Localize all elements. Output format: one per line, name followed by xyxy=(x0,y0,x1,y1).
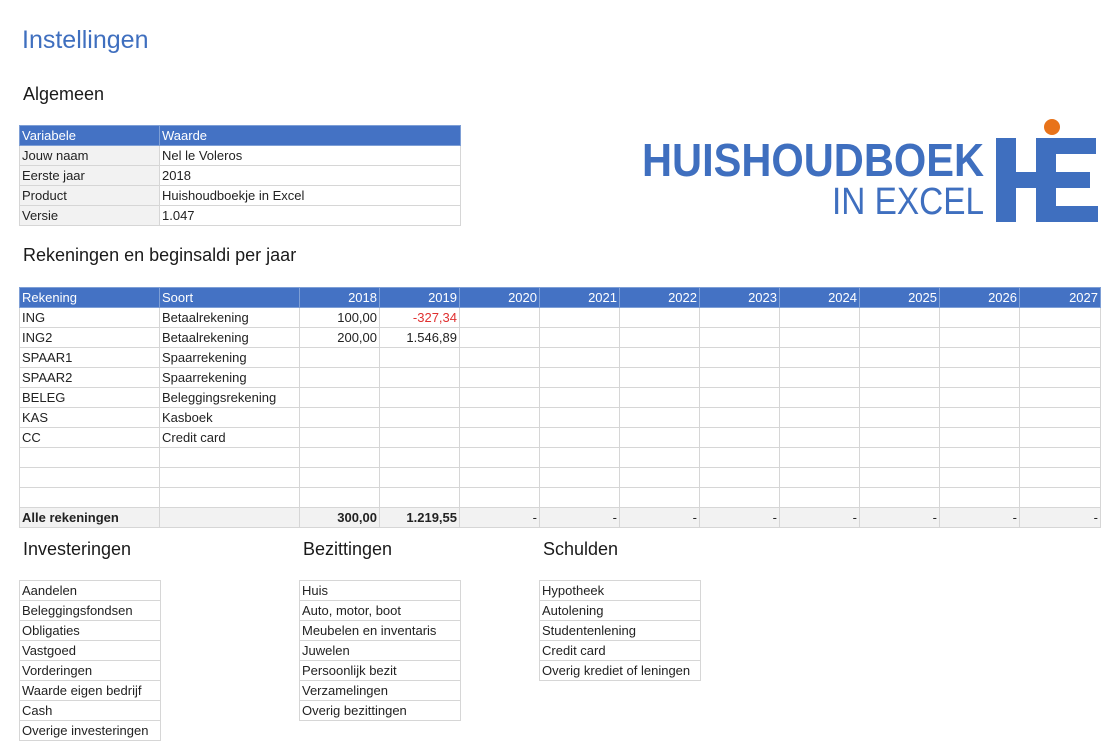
balance-cell[interactable] xyxy=(620,468,700,488)
list-item xyxy=(20,621,161,641)
col-header-year[interactable]: 2018 xyxy=(300,288,380,308)
col-header-account[interactable]: Rekening xyxy=(20,288,160,308)
debts-heading: Schulden xyxy=(543,539,619,559)
account-name-cell[interactable]: BELEG xyxy=(20,388,160,408)
total-cell: - xyxy=(940,508,1020,528)
balance-cell[interactable] xyxy=(300,408,380,428)
balance-cell[interactable] xyxy=(460,488,540,508)
balance-cell[interactable] xyxy=(540,408,620,428)
balance-cell[interactable] xyxy=(940,448,1020,468)
col-header-year[interactable]: 2026 xyxy=(940,288,1020,308)
col-header-year[interactable]: 2019 xyxy=(380,288,460,308)
total-cell: - xyxy=(540,508,620,528)
category-cell[interactable]: Verzamelingen xyxy=(300,681,461,701)
category-cell[interactable]: Cash xyxy=(20,701,161,721)
page-title: Instellingen xyxy=(22,26,149,54)
balance-cell[interactable] xyxy=(940,488,1020,508)
balance-cell[interactable] xyxy=(540,448,620,468)
table-row xyxy=(20,428,1101,448)
balance-cell[interactable] xyxy=(300,348,380,368)
list-item xyxy=(20,661,161,681)
version-cell[interactable]: 1.047 xyxy=(160,206,461,226)
balance-cell[interactable] xyxy=(700,408,780,428)
balance-cell[interactable] xyxy=(380,348,460,368)
total-cell: 1.219,55 xyxy=(380,508,460,528)
balance-cell[interactable] xyxy=(380,448,460,468)
category-cell[interactable]: Credit card xyxy=(540,641,701,661)
account-type-cell[interactable] xyxy=(160,448,300,468)
balance-cell[interactable] xyxy=(1020,328,1101,348)
balance-cell[interactable] xyxy=(780,448,860,468)
balance-cell[interactable] xyxy=(780,328,860,348)
balance-cell[interactable] xyxy=(460,348,540,368)
table-row xyxy=(20,146,461,166)
total-cell: - xyxy=(700,508,780,528)
account-type-cell[interactable]: Spaarrekening xyxy=(160,368,300,388)
list-item xyxy=(20,601,161,621)
balance-cell[interactable] xyxy=(300,428,380,448)
balance-cell[interactable] xyxy=(300,448,380,468)
total-cell: - xyxy=(780,508,860,528)
balance-cell[interactable] xyxy=(540,468,620,488)
account-type-cell[interactable] xyxy=(160,468,300,488)
total-cell xyxy=(160,508,300,528)
balance-cell[interactable] xyxy=(540,428,620,448)
balance-cell[interactable] xyxy=(940,468,1020,488)
total-cell: 300,00 xyxy=(300,508,380,528)
balance-cell[interactable] xyxy=(860,308,940,328)
balance-cell[interactable] xyxy=(540,488,620,508)
balance-cell[interactable] xyxy=(460,428,540,448)
logo-line2: IN EXCEL xyxy=(832,181,984,223)
balance-cell[interactable] xyxy=(780,428,860,448)
category-cell[interactable]: Obligaties xyxy=(20,621,161,641)
table-row xyxy=(20,348,1101,368)
balance-cell[interactable] xyxy=(1020,368,1101,388)
balance-cell[interactable] xyxy=(700,428,780,448)
col-header-year[interactable]: 2022 xyxy=(620,288,700,308)
balance-cell[interactable] xyxy=(860,468,940,488)
balance-cell[interactable] xyxy=(460,448,540,468)
account-type-cell[interactable]: Betaalrekening xyxy=(160,328,300,348)
balance-cell[interactable] xyxy=(620,348,700,368)
account-type-cell[interactable]: Kasboek xyxy=(160,408,300,428)
accounts-heading: Rekeningen en beginsaldi per jaar xyxy=(23,245,297,265)
category-cell[interactable]: Persoonlijk bezit xyxy=(300,661,461,681)
balance-cell[interactable] xyxy=(380,428,460,448)
balance-cell[interactable] xyxy=(700,488,780,508)
balance-cell[interactable] xyxy=(700,348,780,368)
balance-cell[interactable] xyxy=(1020,408,1101,428)
account-type-cell[interactable]: Credit card xyxy=(160,428,300,448)
balance-cell[interactable] xyxy=(780,488,860,508)
balance-cell[interactable] xyxy=(460,308,540,328)
col-header-type[interactable]: Soort xyxy=(160,288,300,308)
general-heading: Algemeen xyxy=(23,84,105,104)
balance-cell[interactable] xyxy=(300,488,380,508)
balance-cell[interactable] xyxy=(540,308,620,328)
total-label: Alle rekeningen xyxy=(20,508,160,528)
col-header-year[interactable]: 2021 xyxy=(540,288,620,308)
general-table xyxy=(19,125,461,226)
list-item xyxy=(300,601,461,621)
balance-cell[interactable] xyxy=(620,388,700,408)
setting-label: Eerste jaar xyxy=(20,166,160,186)
balance-cell[interactable] xyxy=(700,388,780,408)
balance-cell[interactable] xyxy=(860,488,940,508)
category-cell[interactable]: Juwelen xyxy=(300,641,461,661)
balance-cell[interactable] xyxy=(780,348,860,368)
balance-cell[interactable] xyxy=(380,488,460,508)
category-cell[interactable]: Autolening xyxy=(540,601,701,621)
total-cell: - xyxy=(1020,508,1101,528)
list-item xyxy=(20,701,161,721)
balance-cell[interactable] xyxy=(940,368,1020,388)
balance-cell[interactable] xyxy=(940,408,1020,428)
account-type-cell[interactable] xyxy=(160,488,300,508)
category-cell[interactable]: Huis xyxy=(300,581,461,601)
balance-cell[interactable] xyxy=(780,408,860,428)
list-item xyxy=(20,641,161,661)
balance-cell[interactable] xyxy=(620,428,700,448)
category-cell[interactable]: Overig bezittingen xyxy=(300,701,461,721)
balance-cell[interactable] xyxy=(300,368,380,388)
balance-cell[interactable] xyxy=(1020,448,1101,468)
category-cell[interactable]: Vastgoed xyxy=(20,641,161,661)
total-cell: - xyxy=(460,508,540,528)
balance-cell[interactable] xyxy=(860,328,940,348)
list-item xyxy=(540,661,701,681)
balance-cell[interactable] xyxy=(860,388,940,408)
logo xyxy=(640,118,1100,226)
account-type-cell[interactable]: Betaalrekening xyxy=(160,308,300,328)
list-item xyxy=(300,621,461,641)
balance-cell[interactable] xyxy=(1020,428,1101,448)
balance-cell[interactable] xyxy=(940,428,1020,448)
possessions-heading: Bezittingen xyxy=(303,539,393,559)
col-header-variable[interactable]: Variabele xyxy=(20,126,160,146)
table-row xyxy=(20,388,1101,408)
table-row xyxy=(20,166,461,186)
balance-cell[interactable] xyxy=(540,388,620,408)
balance-cell[interactable] xyxy=(380,408,460,428)
col-header-year[interactable]: 2027 xyxy=(1020,288,1101,308)
table-row xyxy=(20,186,461,206)
account-type-cell[interactable]: Beleggingsrekening xyxy=(160,388,300,408)
account-name-cell[interactable] xyxy=(20,488,160,508)
balance-cell[interactable] xyxy=(380,468,460,488)
investments-list xyxy=(19,580,161,741)
balance-cell[interactable] xyxy=(860,368,940,388)
account-name-cell[interactable]: SPAAR2 xyxy=(20,368,160,388)
account-name-cell[interactable] xyxy=(20,448,160,468)
account-name-cell[interactable]: SPAAR1 xyxy=(20,348,160,368)
balance-cell[interactable] xyxy=(780,368,860,388)
balance-cell[interactable] xyxy=(620,408,700,428)
balance-cell[interactable] xyxy=(940,308,1020,328)
category-cell[interactable]: Vorderingen xyxy=(20,661,161,681)
table-row xyxy=(20,328,1101,348)
col-header-value[interactable]: Waarde xyxy=(160,126,461,146)
balance-cell[interactable] xyxy=(860,408,940,428)
balance-cell[interactable] xyxy=(460,368,540,388)
setting-label: Versie xyxy=(20,206,160,226)
col-header-year[interactable]: 2024 xyxy=(780,288,860,308)
balance-cell[interactable] xyxy=(1020,388,1101,408)
balance-cell[interactable] xyxy=(460,328,540,348)
total-cell: - xyxy=(860,508,940,528)
balance-cell[interactable] xyxy=(780,308,860,328)
first-year-cell[interactable]: 2018 xyxy=(160,166,461,186)
balance-cell[interactable] xyxy=(860,448,940,468)
balance-cell[interactable] xyxy=(460,388,540,408)
investments-heading: Investeringen xyxy=(23,539,132,559)
setting-label: Jouw naam xyxy=(20,146,160,166)
category-cell[interactable]: Studentenlening xyxy=(540,621,701,641)
category-cell[interactable]: Beleggingsfondsen xyxy=(20,601,161,621)
category-cell[interactable]: Overig krediet of leningen xyxy=(540,661,701,681)
balance-cell[interactable] xyxy=(620,448,700,468)
list-item xyxy=(20,721,161,741)
balance-cell[interactable] xyxy=(700,468,780,488)
balance-cell[interactable] xyxy=(620,328,700,348)
table-row xyxy=(20,368,1101,388)
balance-cell[interactable] xyxy=(300,468,380,488)
category-cell[interactable]: Waarde eigen bedrijf xyxy=(20,681,161,701)
list-item xyxy=(540,621,701,641)
list-item xyxy=(300,581,461,601)
category-cell[interactable]: Overige investeringen xyxy=(20,721,161,741)
balance-cell[interactable] xyxy=(460,408,540,428)
balance-cell[interactable] xyxy=(940,328,1020,348)
col-header-year[interactable]: 2025 xyxy=(860,288,940,308)
category-cell[interactable]: Hypotheek xyxy=(540,581,701,601)
logo-line1: HUISHOUDBOEK xyxy=(642,134,984,186)
list-item xyxy=(300,681,461,701)
table-row xyxy=(20,468,1101,488)
list-item xyxy=(540,601,701,621)
balance-cell[interactable] xyxy=(540,368,620,388)
category-cell[interactable]: Meubelen en inventaris xyxy=(300,621,461,641)
balance-cell[interactable] xyxy=(1020,468,1101,488)
balance-cell[interactable] xyxy=(780,468,860,488)
balance-cell[interactable] xyxy=(940,388,1020,408)
table-row xyxy=(20,206,461,226)
list-item xyxy=(540,581,701,601)
account-name-cell[interactable]: ING2 xyxy=(20,328,160,348)
balance-cell[interactable] xyxy=(700,448,780,468)
balance-cell[interactable] xyxy=(700,368,780,388)
possessions-list xyxy=(299,580,461,721)
list-item xyxy=(300,641,461,661)
accounts-table xyxy=(19,287,1101,528)
list-item xyxy=(20,581,161,601)
balance-cell[interactable] xyxy=(860,348,940,368)
balance-cell[interactable] xyxy=(300,388,380,408)
balance-cell[interactable] xyxy=(860,428,940,448)
account-name-cell[interactable]: ING xyxy=(20,308,160,328)
list-item xyxy=(300,701,461,721)
balance-cell[interactable] xyxy=(700,308,780,328)
table-row xyxy=(20,408,1101,428)
account-name-cell[interactable]: KAS xyxy=(20,408,160,428)
col-header-year[interactable]: 2023 xyxy=(700,288,780,308)
accounts-header-row xyxy=(20,288,1101,308)
product-cell[interactable]: Huishoudboekje in Excel xyxy=(160,186,461,206)
table-row xyxy=(20,308,1101,328)
balance-cell[interactable] xyxy=(780,388,860,408)
huishoudboek-logo-icon xyxy=(640,118,1100,226)
table-row xyxy=(20,488,1101,508)
balance-cell[interactable] xyxy=(700,328,780,348)
col-header-year[interactable]: 2020 xyxy=(460,288,540,308)
list-item xyxy=(20,681,161,701)
balance-cell[interactable] xyxy=(620,368,700,388)
balance-cell[interactable] xyxy=(1020,308,1101,328)
total-row xyxy=(20,508,1101,528)
balance-cell[interactable] xyxy=(620,488,700,508)
balance-cell[interactable] xyxy=(1020,488,1101,508)
balance-cell[interactable]: 1.546,89 xyxy=(380,328,460,348)
setting-label: Product xyxy=(20,186,160,206)
balance-cell[interactable] xyxy=(540,328,620,348)
list-item xyxy=(540,641,701,661)
balance-cell[interactable] xyxy=(940,348,1020,368)
total-cell: - xyxy=(620,508,700,528)
category-cell[interactable]: Aandelen xyxy=(20,581,161,601)
accounts-body xyxy=(20,308,1101,528)
debts-list xyxy=(539,580,701,681)
account-type-cell[interactable]: Spaarrekening xyxy=(160,348,300,368)
name-cell[interactable]: Nel le Voleros xyxy=(160,146,461,166)
balance-cell[interactable] xyxy=(1020,348,1101,368)
account-name-cell[interactable] xyxy=(20,468,160,488)
balance-cell[interactable]: 100,00 xyxy=(300,308,380,328)
category-cell[interactable]: Auto, motor, boot xyxy=(300,601,461,621)
account-name-cell[interactable]: CC xyxy=(20,428,160,448)
balance-cell[interactable] xyxy=(380,388,460,408)
balance-cell[interactable]: 200,00 xyxy=(300,328,380,348)
table-row xyxy=(20,448,1101,468)
list-item xyxy=(300,661,461,681)
balance-cell[interactable]: -327,34 xyxy=(380,308,460,328)
balance-cell[interactable] xyxy=(620,308,700,328)
balance-cell[interactable] xyxy=(540,348,620,368)
balance-cell[interactable] xyxy=(380,368,460,388)
balance-cell[interactable] xyxy=(460,468,540,488)
